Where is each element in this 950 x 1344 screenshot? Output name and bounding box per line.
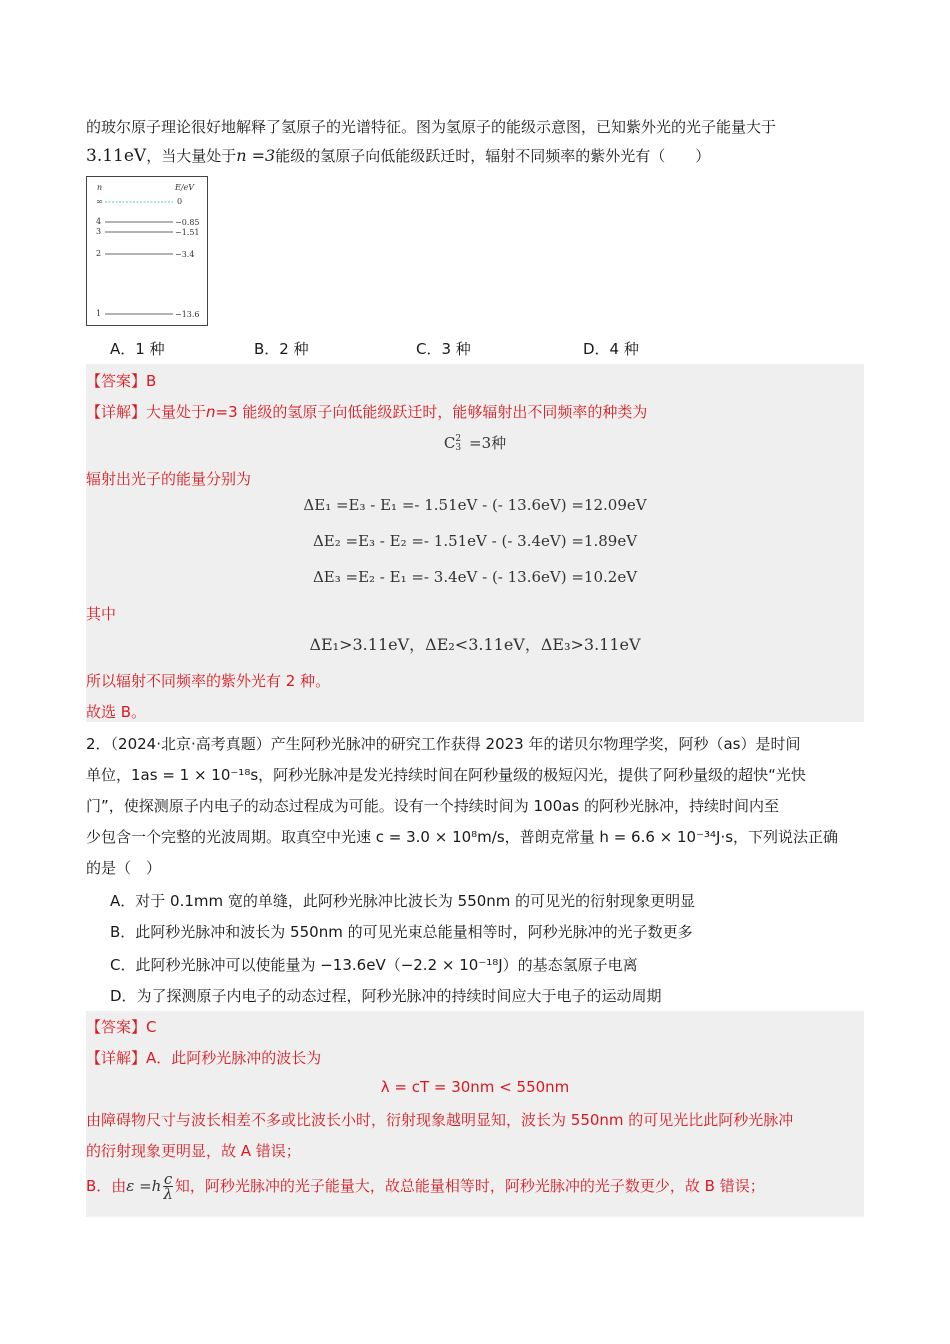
n-equals-3: n =3 [236,146,276,165]
comb-sub: 3 [455,443,462,453]
level-n-inf: ∞ [96,197,103,206]
energies-label: 辐射出光子的能量分别为 [86,470,252,488]
comb-c: C [443,434,456,452]
photon-energy-formula: ε =h [126,1177,162,1195]
q1-stem-text: ，当大量处于 [146,147,237,165]
q2-option-d: D．为了探测原子内电子的动态过程，阿秒光脉冲的持续时间应大于电子的运动周期 [110,987,662,1005]
q2-b-explain [86,1172,765,1201]
level-e-4: −0.85 [175,218,200,227]
comb-indices [455,435,461,453]
detail-label: 【详解】 [86,403,147,421]
q1-stem-line1: 的玻尔原子理论很好地解释了氢原子的光谱特征。图为氢原子的能级示意图，已知紫外光的光子能量大于 [86,118,777,136]
level-n-4: 4 [96,217,102,226]
b-explain-text: 知，阿秒光脉冲的光子能量大，故总能量相等时，阿秒光脉冲的光子数更少，故 B 错误； [174,1177,765,1195]
comb-result: =3种 [469,434,507,452]
c-over-lambda-fraction [163,1172,173,1201]
q1-option-d: D．4 种 [583,340,639,358]
q1-option-c: C．3 种 [416,340,471,358]
equation-1: ΔE₁ =E₃ - E₁ =- 1.51eV - (- 13.6eV) =12.09eV [303,496,647,514]
among-label: 其中 [86,605,117,623]
q1-stem-line2 [86,145,710,166]
q1-option-b: B．2 种 [254,340,309,358]
q2-option-b: B．此阿秒光脉冲和波长为 550nm 的可见光束总能量相等时，阿秒光脉冲的光子数更多 [110,923,693,941]
q2-option-a: A．对于 0.1mm 宽的单缝，此阿秒光脉冲比波长为 550nm 的可见光的衍射现象更明显 [110,892,696,910]
energy-level-svg [87,177,207,325]
q2-detail: 【详解】A．此阿秒光脉冲的波长为 [86,1049,322,1067]
q2-stem-line4: 少包含一个完整的光波周期。取真空中光速 c = 3.0 × 10⁸m/s，普朗克常量 h = 6.6 × 10⁻³⁴J·s，下列说法正确 [86,828,839,846]
q1-option-a: A．1 种 [110,340,165,358]
level-e-3: −1.51 [175,228,200,237]
level-e-2: −3.4 [175,250,195,259]
detail-n: n [206,403,216,421]
equation-3: ΔE₃ =E₂ - E₁ =- 3.4eV - (- 13.6eV) =10.2eV [312,568,638,586]
q2-answer: 【答案】C [86,1018,157,1036]
n-axis-label: n [97,183,103,192]
level-n-2: 2 [96,249,102,258]
level-n-3: 3 [96,227,102,236]
lambda-equation: λ = cT = 30nm < 550nm [380,1078,570,1096]
fraction-denominator: λ [163,1185,173,1203]
comb-sup: 2 [455,434,462,444]
level-e-1: −13.6 [175,310,200,319]
level-e-inf: 0 [177,197,183,206]
b-prefix: B．由 [86,1177,127,1195]
q1-stem-text-end: 能级的氢原子向低能级跃迁时，辐射不同频率的紫外光有（ ） [275,147,711,165]
detail-text-1: 大量处于 [146,403,207,421]
q1-answer: 【答案】B [86,372,157,390]
energy-level-diagram [86,176,208,326]
q2-explain-line1: 由障碍物尺寸与波长相差不多或比波长小时，衍射现象越明显知，波长为 550nm 的可见光比此阿秒光脉冲 [86,1111,794,1129]
q2-stem-line3: 门”，使探测原子内电子的动态过程成为可能。设有一个持续时间为 100as 的阿秒光脉冲，持续时间内至 [86,797,779,815]
q1-detail [86,401,647,422]
q2-stem-line5: 的是（ ） [86,859,162,877]
detail-text-2: =3 能级的氢原子向低能级跃迁时，能够辐射出不同频率的种类为 [215,403,648,421]
q2-explain-line2: 的衍射现象更明显，故 A 错误； [86,1142,301,1160]
fraction-numerator: c [163,1170,173,1188]
combination-formula [86,432,864,453]
energy-threshold: 3.11eV [86,146,147,166]
equation-2: ΔE₂ =E₃ - E₂ =- 1.51eV - (- 3.4eV) =1.89eV [312,532,638,550]
q2-stem-line1: 2．（2024·北京·高考真题）产生阿秒光脉冲的研究工作获得 2023 年的诺贝尔物理学奖，阿秒（as）是时间 [86,735,801,753]
q1-conclusion: 所以辐射不同频率的紫外光有 2 种。 [86,672,331,690]
e-axis-label: E/eV [175,183,195,192]
comparison-formula: ΔE₁>3.11eV，ΔE₂<3.11eV，ΔE₃>3.11eV [309,635,641,654]
q2-stem-line2: 单位，1as = 1 × 10⁻¹⁸s，阿秒光脉冲是发光持续时间在阿秒量级的极短闪光，提供了阿秒量级的超快“光快 [86,766,806,784]
level-n-1: 1 [96,309,102,318]
q2-option-c: C．此阿秒光脉冲可以使能量为 −13.6eV（−2.2 × 10⁻¹⁸J）的基态氢原子电离 [110,956,638,974]
q1-choice: 故选 B。 [86,703,147,721]
